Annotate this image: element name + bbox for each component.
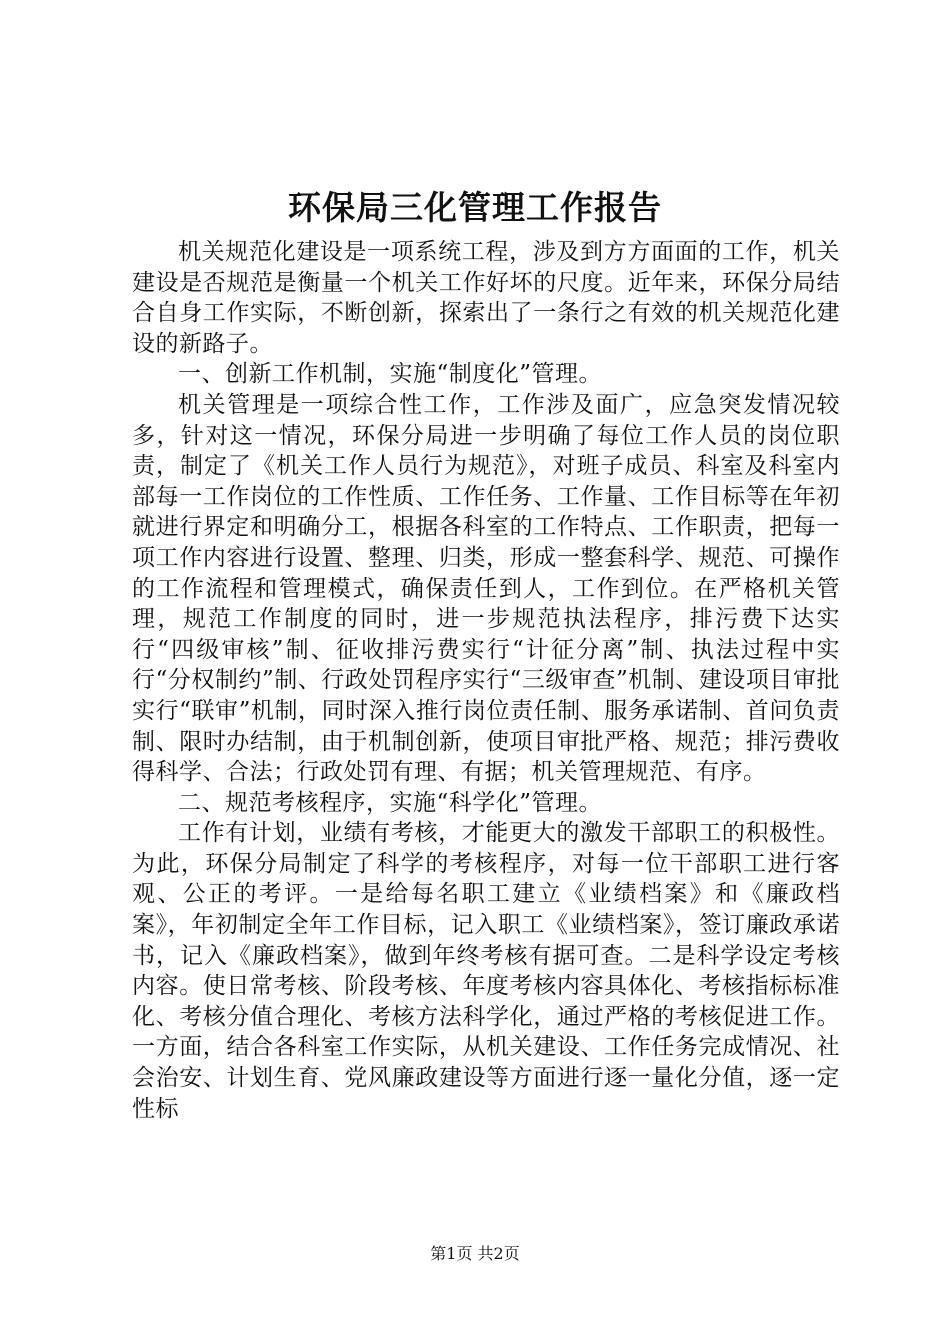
page-footer: 第1页 共2页: [430, 1244, 520, 1263]
paragraph-section-2: 工作有计划，业绩有考核，才能更大的激发干部职工的积极性。为此，环保分局制定了科学的考核程序，对每一位干部职工进行客观、公正的考评。一是给每名职工建立《业绩档案》和《廉政档案》，年初制定全年工作目标，记入职工《业绩档案》，签订廉政承诺书，记入《廉政档案》，做到年终考核有据可查。二是科学设定考核内容。使日常考核、阶段考核、年度考核内容具体化、考核指标标准化、考核分值合理化、考核方法科学化，通过严格的考核促进工作。一方面，结合各科室工作实际，从机关建设、工作任务完成情况、社会治安、计划生育、党风廉政建设等方面进行逐一量化分值，逐一定性标: [132, 820, 840, 1122]
document-body: [132, 237, 840, 1124]
paragraph-intro: 机关规范化建设是一项系统工程，涉及到方方面面的工作，机关建设是否规范是衡量一个机关工作好坏的尺度。近年来，环保分局结合自身工作实际，不断创新，探索出了一条行之有效的机关规范化建设的新路子。: [132, 239, 840, 357]
section-heading-1: 一、创新工作机制，实施“制度化”管理。: [178, 361, 603, 388]
document-title: 环保局三化管理工作报告: [288, 188, 662, 227]
paragraph-section-1: 机关管理是一项综合性工作，工作涉及面广，应急突发情况较多，针对这一情况，环保分局进一步明确了每位工作人员的岗位职责，制定了《机关工作人员行为规范》，对班子成员、科室及科室内部每一工作岗位的工作性质、工作任务、工作量、工作目标等在年初就进行界定和明确分工，根据各科室的工作特点、工作职责，把每一项工作内容进行设置、整理、归类，形成一整套科学、规范、可操作的工作流程和管理模式，确保责任到人，工作到位。在严格机关管理，规范工作制度的同时，进一步规范执法程序，排污费下达实行“四级审核”制、征收排污费实行“计征分离”制、执法过程中实行“分权制约”制、行政处罚程序实行“三级审查”机制、建设项目审批实行“联审”机制，同时深入推行岗位责任制、服务承诺制、首问负责制、限时办结制，由于机制创新，使项目审批严格、规范；排污费收得科学、合法；行政处罚有理、有据；机关管理规范、有序。: [132, 391, 840, 786]
section-heading-2: 二、规范考核程序，实施“科学化”管理。: [178, 789, 603, 816]
